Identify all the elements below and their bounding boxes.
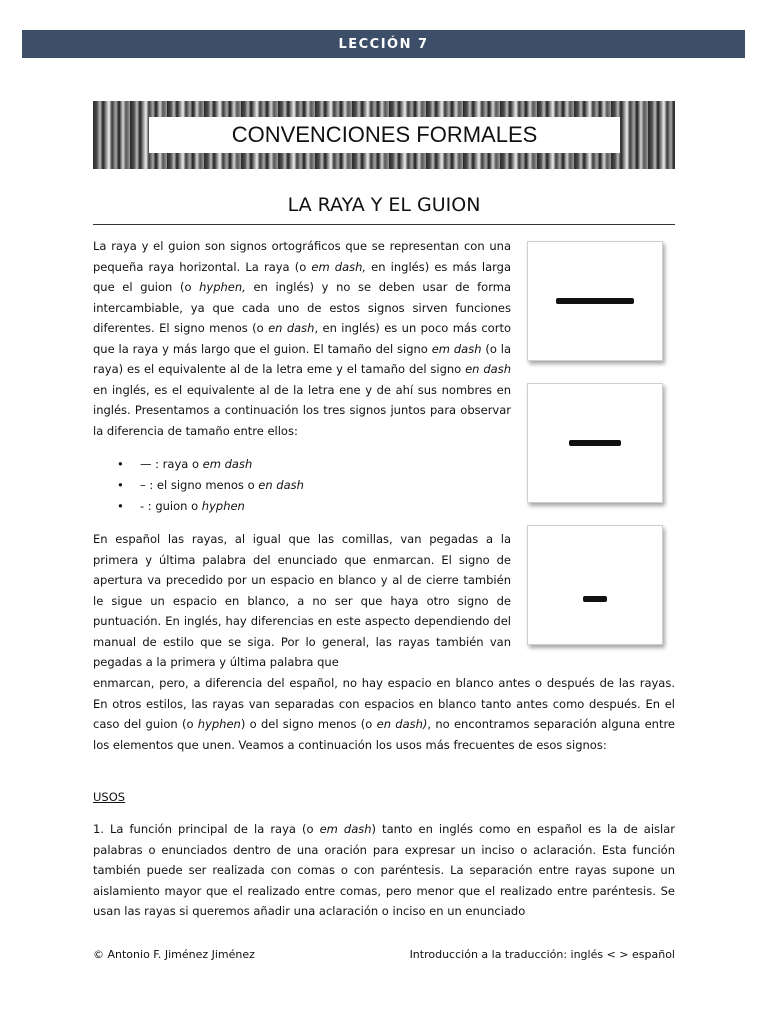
section-title: LA RAYA Y EL GUION [93, 190, 675, 225]
spacing-paragraph-continued: enmarcan, pero, a diferencia del español, no hay espacio en blanco antes o después de las rayas. En otros estilos, las rayas van separadas con espacios en blanco tanto antes como después. En el caso del guion (o hyphen) o del signo menos (o en dash), no encontramos separación alguna entre los elementos que unen. Veamos a continuación los usos más frecuentes de esos signos: [93, 676, 676, 752]
en-dash-mark [569, 440, 621, 446]
list-item: • — : raya o em dash [93, 454, 304, 475]
em-dash-mark [556, 298, 634, 304]
footer-course: Introducción a la traducción: inglés < > español [409, 948, 675, 961]
list-item: • – : el signo menos o en dash [93, 475, 304, 496]
usos-heading: USOS [93, 790, 126, 804]
hyphen-figure [527, 525, 663, 645]
em-dash-figure [527, 241, 663, 361]
en-dash-figure [527, 383, 663, 503]
list-item: • - : guion o hyphen [93, 496, 304, 517]
hyphen-mark [583, 596, 607, 602]
usage-paragraph: 1. La función principal de la raya (o em dash) tanto en inglés como en español es la de aislar palabras o enunciados dentro de una oración para expresar un inciso o aclaración. Esta función también puede ser realizada con comas o con paréntesis. La separación entre rayas supone un aislamiento mayor que el realizado entre comas, pero menor que el realizado entre paréntesis. Se usan las rayas si queremos añadir una aclaración o inciso en un enunciado [93, 822, 676, 918]
footer-author: © Antonio F. Jiménez Jiménez [93, 948, 255, 961]
lesson-label: LECCIÓN 7 [338, 36, 429, 52]
spacing-paragraph: En español las rayas, al igual que las comillas, van pegadas a la primera y última palabra del enunciado que enmarcan. El signo de apertura va precedido por un espacio en blanco y al de cierre también le sigue un espacio en blanco, a no ser que haya otro signo de puntuación. En inglés, hay diferencias en este aspecto dependiendo del manual de estilo que se siga. Por lo general, las rayas también van pegadas a la primera y última palabra que [93, 532, 511, 669]
banner-title: CONVENCIONES FORMALES [149, 117, 620, 153]
lesson-header [22, 30, 745, 58]
symbol-list [93, 454, 304, 517]
intro-paragraph: La raya y el guion son signos ortográficos que se representan con una pequeña raya horizontal. La raya (o em dash, en inglés) es más larga que el guion (o hyphen, en inglés) y no se deben usar de forma intercambiable, ya que cada uno de estos signos sirven funciones diferentes. El signo menos (o en dash, en inglés) es un poco más corto que la raya y más largo que el guion. El tamaño del signo em dash (o la raya) es el equivalente al de la letra eme y el tamaño del signo en dash en inglés, es el equivalente al de la letra ene y de ahí sus nombres en inglés. Presentamos a continuación los tres signos juntos para observar la diferencia de tamaño entre ellos: [93, 239, 511, 438]
title-banner [93, 101, 675, 169]
